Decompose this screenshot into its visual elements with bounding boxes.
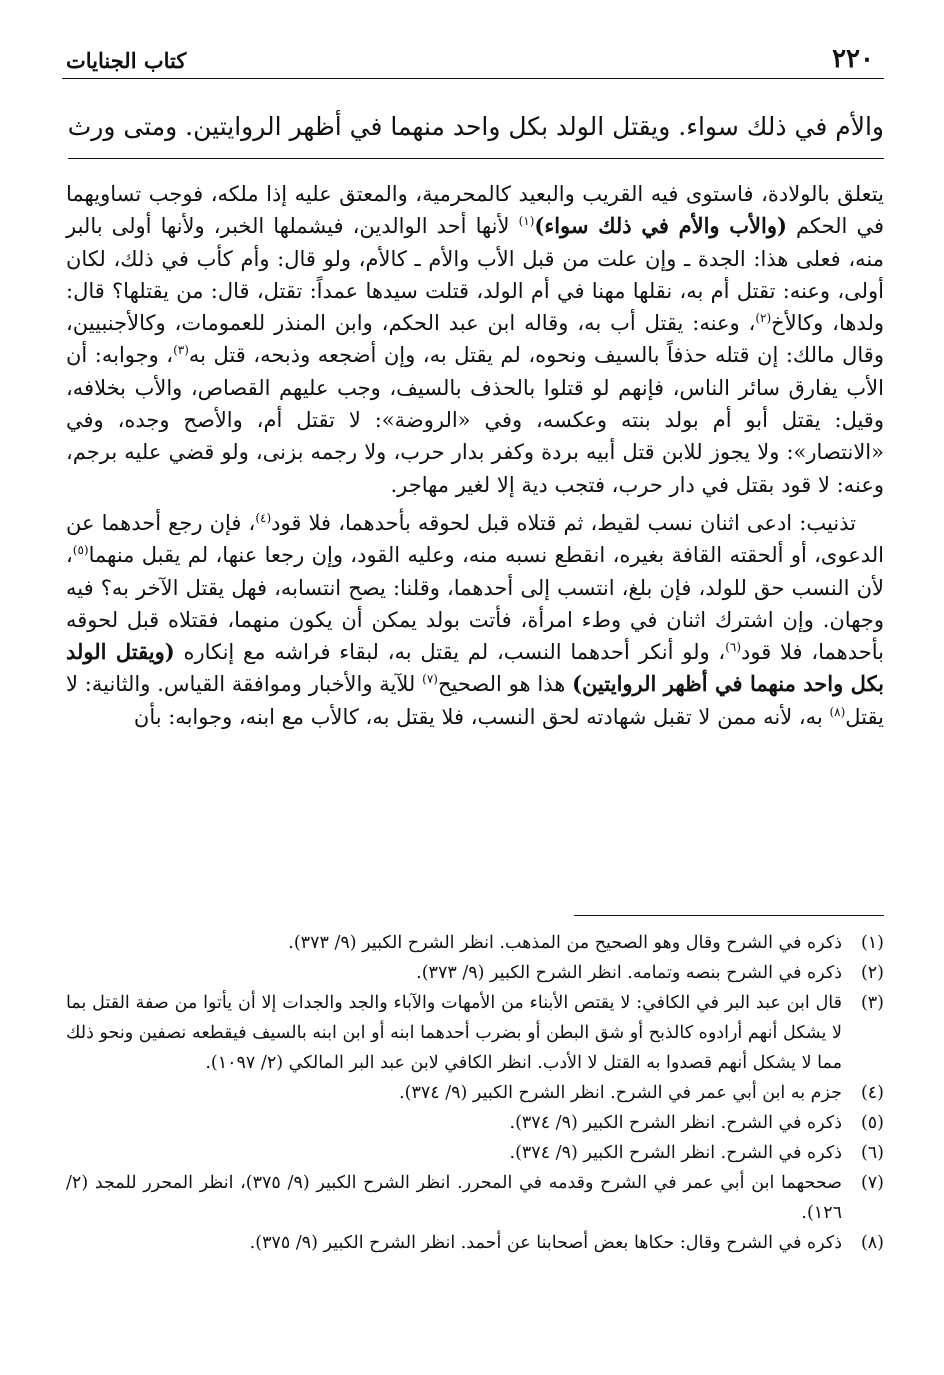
matn-text: والأم في ذلك سواء. ويقتل الولد بكل واحد منهما في أظهر الروايتين. ومتى ورث — [68, 112, 884, 141]
footnote-ref: (٦) — [725, 640, 742, 655]
commentary-body — [66, 178, 884, 733]
footnote-ref: (٣) — [173, 343, 189, 358]
footnote-number: (١) — [860, 933, 884, 953]
footnote-text: ذكره في الشرح. انظر الشرح الكبير (٩/ ٣٧٤). — [509, 1143, 842, 1163]
footnote — [66, 1078, 884, 1108]
text-run: ، وعنه: يقتل أب به، وقاله ابن عبد الحكم، وابن المنذر للعمومات، وكالأجنبيين، وقال مالك: إن قتله حذفاً بالسيف ونحوه، لم يقتل به، وإن أضجعه وذبحه، قتل به — [66, 311, 884, 368]
page-number: ٢٢٠ — [832, 44, 874, 74]
footnote — [66, 958, 884, 988]
footnote-number: (٥) — [860, 1113, 884, 1133]
footnote-text: ذكره في الشرح بنصه وتمامه. انظر الشرح الكبير (٩/ ٣٧٣). — [416, 963, 842, 983]
text-run: ، وجوابه: أن الأب يفارق سائر الناس، فإنهم لو قتلوا بالحذف بالسيف، وجب عليهم القصاص، والأب بخلافه، وقيل: يقتل أبو أم بولد بنته وعكسه، وفي «الروضة»: لا تقتل أم، والأصح وجده، وفي «الانتصار»: ولا يجوز للابن قتل أبيه بردة وكفر بدار حرب، ولا رجمه بزنى، ولو قضي عليه برجم، وعنه: لا قود بقتل في دار حرب، فتجب دية إلا لغير مهاجر. — [66, 343, 884, 497]
quoted-matn: (ويقتل الولد بكل واحد منهما في أظهر الروايتين) — [66, 639, 885, 697]
footnote-number: (٨) — [860, 1233, 884, 1253]
footnote-number: (٧) — [860, 1173, 884, 1193]
commentary-paragraph-1 — [66, 178, 884, 501]
footnote-text: ذكره في الشرح وقال: حكاها بعض أصحابنا عن أحمد. انظر الشرح الكبير (٩/ ٣٧٥). — [249, 1233, 842, 1253]
commentary-paragraph-2 — [66, 507, 884, 733]
text-run: ، لأن النسب حق للولد، فإن بلغ، انتسب إلى أحدهما، وقلنا: يصح انتسابه، فهل يقتل الآخر به؟ فيه وجهان. وإن اشترك اثنان في وطء امرأة، فأتت بولد يمكن أن يكون منهما، فقتلاه قبل لحوقه بأحدهما، فلا قود — [66, 543, 884, 665]
footnote — [66, 928, 884, 958]
footnote-number: (٣) — [860, 993, 884, 1013]
footnote-text: جزم به ابن أبي عمر في الشرح. انظر الشرح الكبير (٩/ ٣٧٤). — [399, 1083, 842, 1103]
footnote-number: (٦) — [860, 1143, 884, 1163]
matn-divider — [68, 158, 884, 159]
footnote — [66, 988, 884, 1078]
footnote-text: قال ابن عبد البر في الكافي: لا يقتص الأبناء من الأمهات والآباء والجد والجدات إلا أن يأتوا من صفة القتل بما لا يشكل أنهم أرادوه كالذبح أو شق البطن أو بضرب أحدهما ابنه أو ابن ابنه بالسيف فيقطعه نصفين ونحو ذلك مما لا يشكل أنهم قصدوا به القتل لا الأدب. انظر الكافي لابن عبد البر المالكي (٢/ ١٠٩٧). — [66, 993, 842, 1073]
text-run: لأنها أحد الوالدين، فيشملها الخبر، ولأنها أولى بالبر منه، فعلى هذا: الجدة ـ وإن علت من قبل الأب والأم ـ كالأم، ولو قال: وأم كأب في ذلك، لكان أولى، وعنه: تقتل أم به، نقلها مهنا في أم الولد، قتلت سيدها عمداً: تقتل، قال: من يقتلها؟ قال: ولدها، وكالأخ — [66, 214, 884, 336]
page-header — [62, 42, 884, 79]
footnote — [66, 1228, 884, 1258]
text-run: ، ولو أنكر أحدهما النسب، لم يقتل به، لبقاء فراشه مع إنكاره — [174, 640, 726, 665]
footnote-number: (٢) — [860, 963, 884, 983]
footnote-ref: (١) — [518, 214, 535, 229]
footnote-text: صححهما ابن أبي عمر في الشرح وقدمه في المحرر. انظر الشرح الكبير (٩/ ٣٧٥)، انظر المحرر للمجد (٢/ ١٢٦). — [66, 1173, 842, 1223]
footnote-ref: (٢) — [755, 311, 772, 326]
footnote-number: (٤) — [860, 1083, 884, 1103]
text-run: للآية والأخبار وموافقة القياس. والثانية: لا يقتل — [66, 672, 884, 729]
footnotes — [66, 928, 884, 1258]
quoted-matn: (والأب والأم في ذلك سواء) — [534, 213, 787, 239]
text-run: يتعلق بالولادة، فاستوى فيه القريب والبعيد كالمحرمية، والمعتق عليه إذا ملكه، فوجب تساويهما في الحكم — [66, 182, 884, 239]
footnote — [66, 1168, 884, 1228]
footnote-ref: (٥) — [72, 543, 89, 558]
text-run: تذنيب: ادعى اثنان نسب لقيط، ثم قتلاه قبل لحوقه بأحدهما، فلا قود — [271, 510, 856, 535]
footnote-text: ذكره في الشرح. انظر الشرح الكبير (٩/ ٣٧٤). — [509, 1113, 842, 1133]
footnote-ref: (٨) — [829, 704, 846, 719]
footnote-divider — [574, 915, 884, 916]
text-run: ، فإن رجع أحدهما عن الدعوى، أو ألحقته القافة بغيره، انقطع نسبه منه، وعليه القود، وإن رجعا عنها، لم يقبل منهما — [66, 510, 884, 568]
footnote-text: ذكره في الشرح وقال وهو الصحيح من المذهب. انظر الشرح الكبير (٩/ ٣٧٣). — [288, 933, 842, 953]
footnote-ref: (٧) — [422, 672, 438, 687]
book-title: كتاب الجنايات — [66, 48, 187, 73]
text-run: به، لأنه ممن لا تقبل شهادته لحق النسب، فلا يقتل به، كالأب مع ابنه، وجوابه: بأن — [133, 704, 830, 729]
footnote — [66, 1138, 884, 1168]
text-run: هذا هو الصحيح — [437, 672, 573, 697]
footnote — [66, 1108, 884, 1138]
footnote-ref: (٤) — [255, 510, 272, 525]
